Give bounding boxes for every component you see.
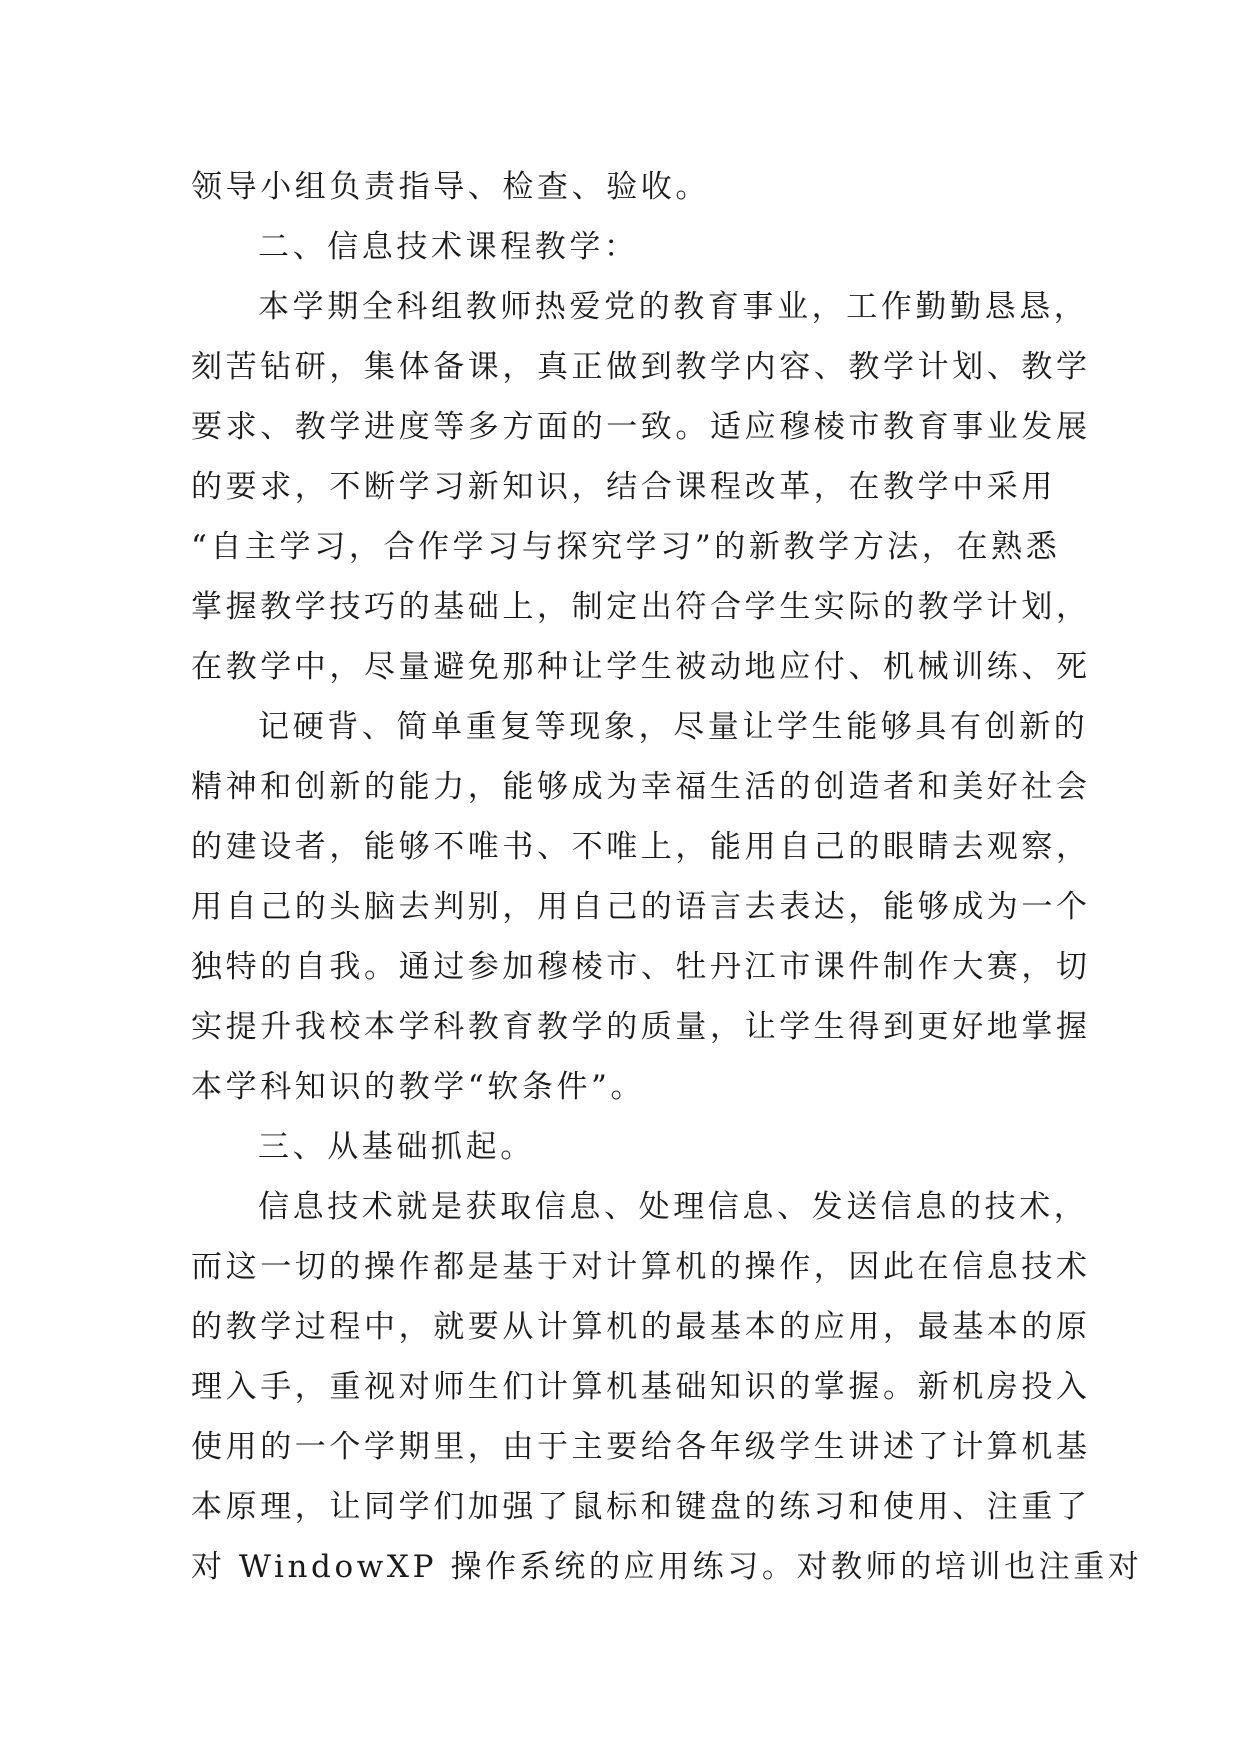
text-line: 的要求，不断学习新知识，结合课程改革，在教学中采用 <box>191 469 1056 505</box>
text-line: 独特的自我。通过参加穆棱市、牡丹江市课件制作大赛，切 <box>191 949 1091 985</box>
text-line: 记硬背、简单重复等现象，尽量让学生能够具有创新的 <box>258 709 1089 745</box>
text-line: 本学期全科组教师热爱党的教育事业，工作勤勤恳恳， <box>258 289 1089 325</box>
text-line: 掌握教学技巧的基础上，制定出符合学生实际的教学计划， <box>191 589 1091 625</box>
text-line: 而这一切的操作都是基于对计算机的操作，因此在信息技术 <box>191 1249 1091 1285</box>
text-line: 信息技术就是获取信息、处理信息、发送信息的技术， <box>258 1189 1089 1225</box>
text-line: 本学科知识的教学“软条件”。 <box>191 1069 646 1105</box>
text-line: 的建设者，能够不唯书、不唯上，能用自己的眼睛去观察， <box>191 829 1091 865</box>
text-line: 实提升我校本学科教育教学的质量，让学生得到更好地掌握 <box>191 1009 1091 1045</box>
text-line: 的教学过程中，就要从计算机的最基本的应用，最基本的原 <box>191 1309 1091 1345</box>
text-line: “自主学习，合作学习与探究学习”的新教学方法，在熟悉 <box>191 529 1061 565</box>
text-line: 本原理，让同学们加强了鼠标和键盘的练习和使用、注重了 <box>191 1489 1091 1525</box>
text-line: 在教学中，尽量避免那种让学生被动地应付、机械训练、死 <box>191 649 1091 685</box>
text-line: 精神和创新的能力，能够成为幸福生活的创造者和美好社会 <box>191 769 1091 805</box>
text-line: 要求、教学进度等多方面的一致。适应穆棱市教育事业发展 <box>191 409 1091 445</box>
text-line: 使用的一个学期里，由于主要给各年级学生讲述了计算机基 <box>191 1429 1091 1465</box>
text-line: 领导小组负责指导、检查、验收。 <box>191 169 710 205</box>
section-heading: 二、信息技术课程教学： <box>258 229 639 265</box>
text-line: 刻苦钻研，集体备课，真正做到教学内容、教学计划、教学 <box>191 349 1091 385</box>
text-line: 用自己的头脑去判别，用自己的语言去表达，能够成为一个 <box>191 889 1091 925</box>
section-heading: 三、从基础抓起。 <box>258 1129 535 1165</box>
text-line: 理入手，重视对师生们计算机基础知识的掌握。新机房投入 <box>191 1369 1091 1405</box>
text-line: 对 WindowXP 操作系统的应用练习。对教师的培训也注重对 <box>191 1549 1143 1585</box>
